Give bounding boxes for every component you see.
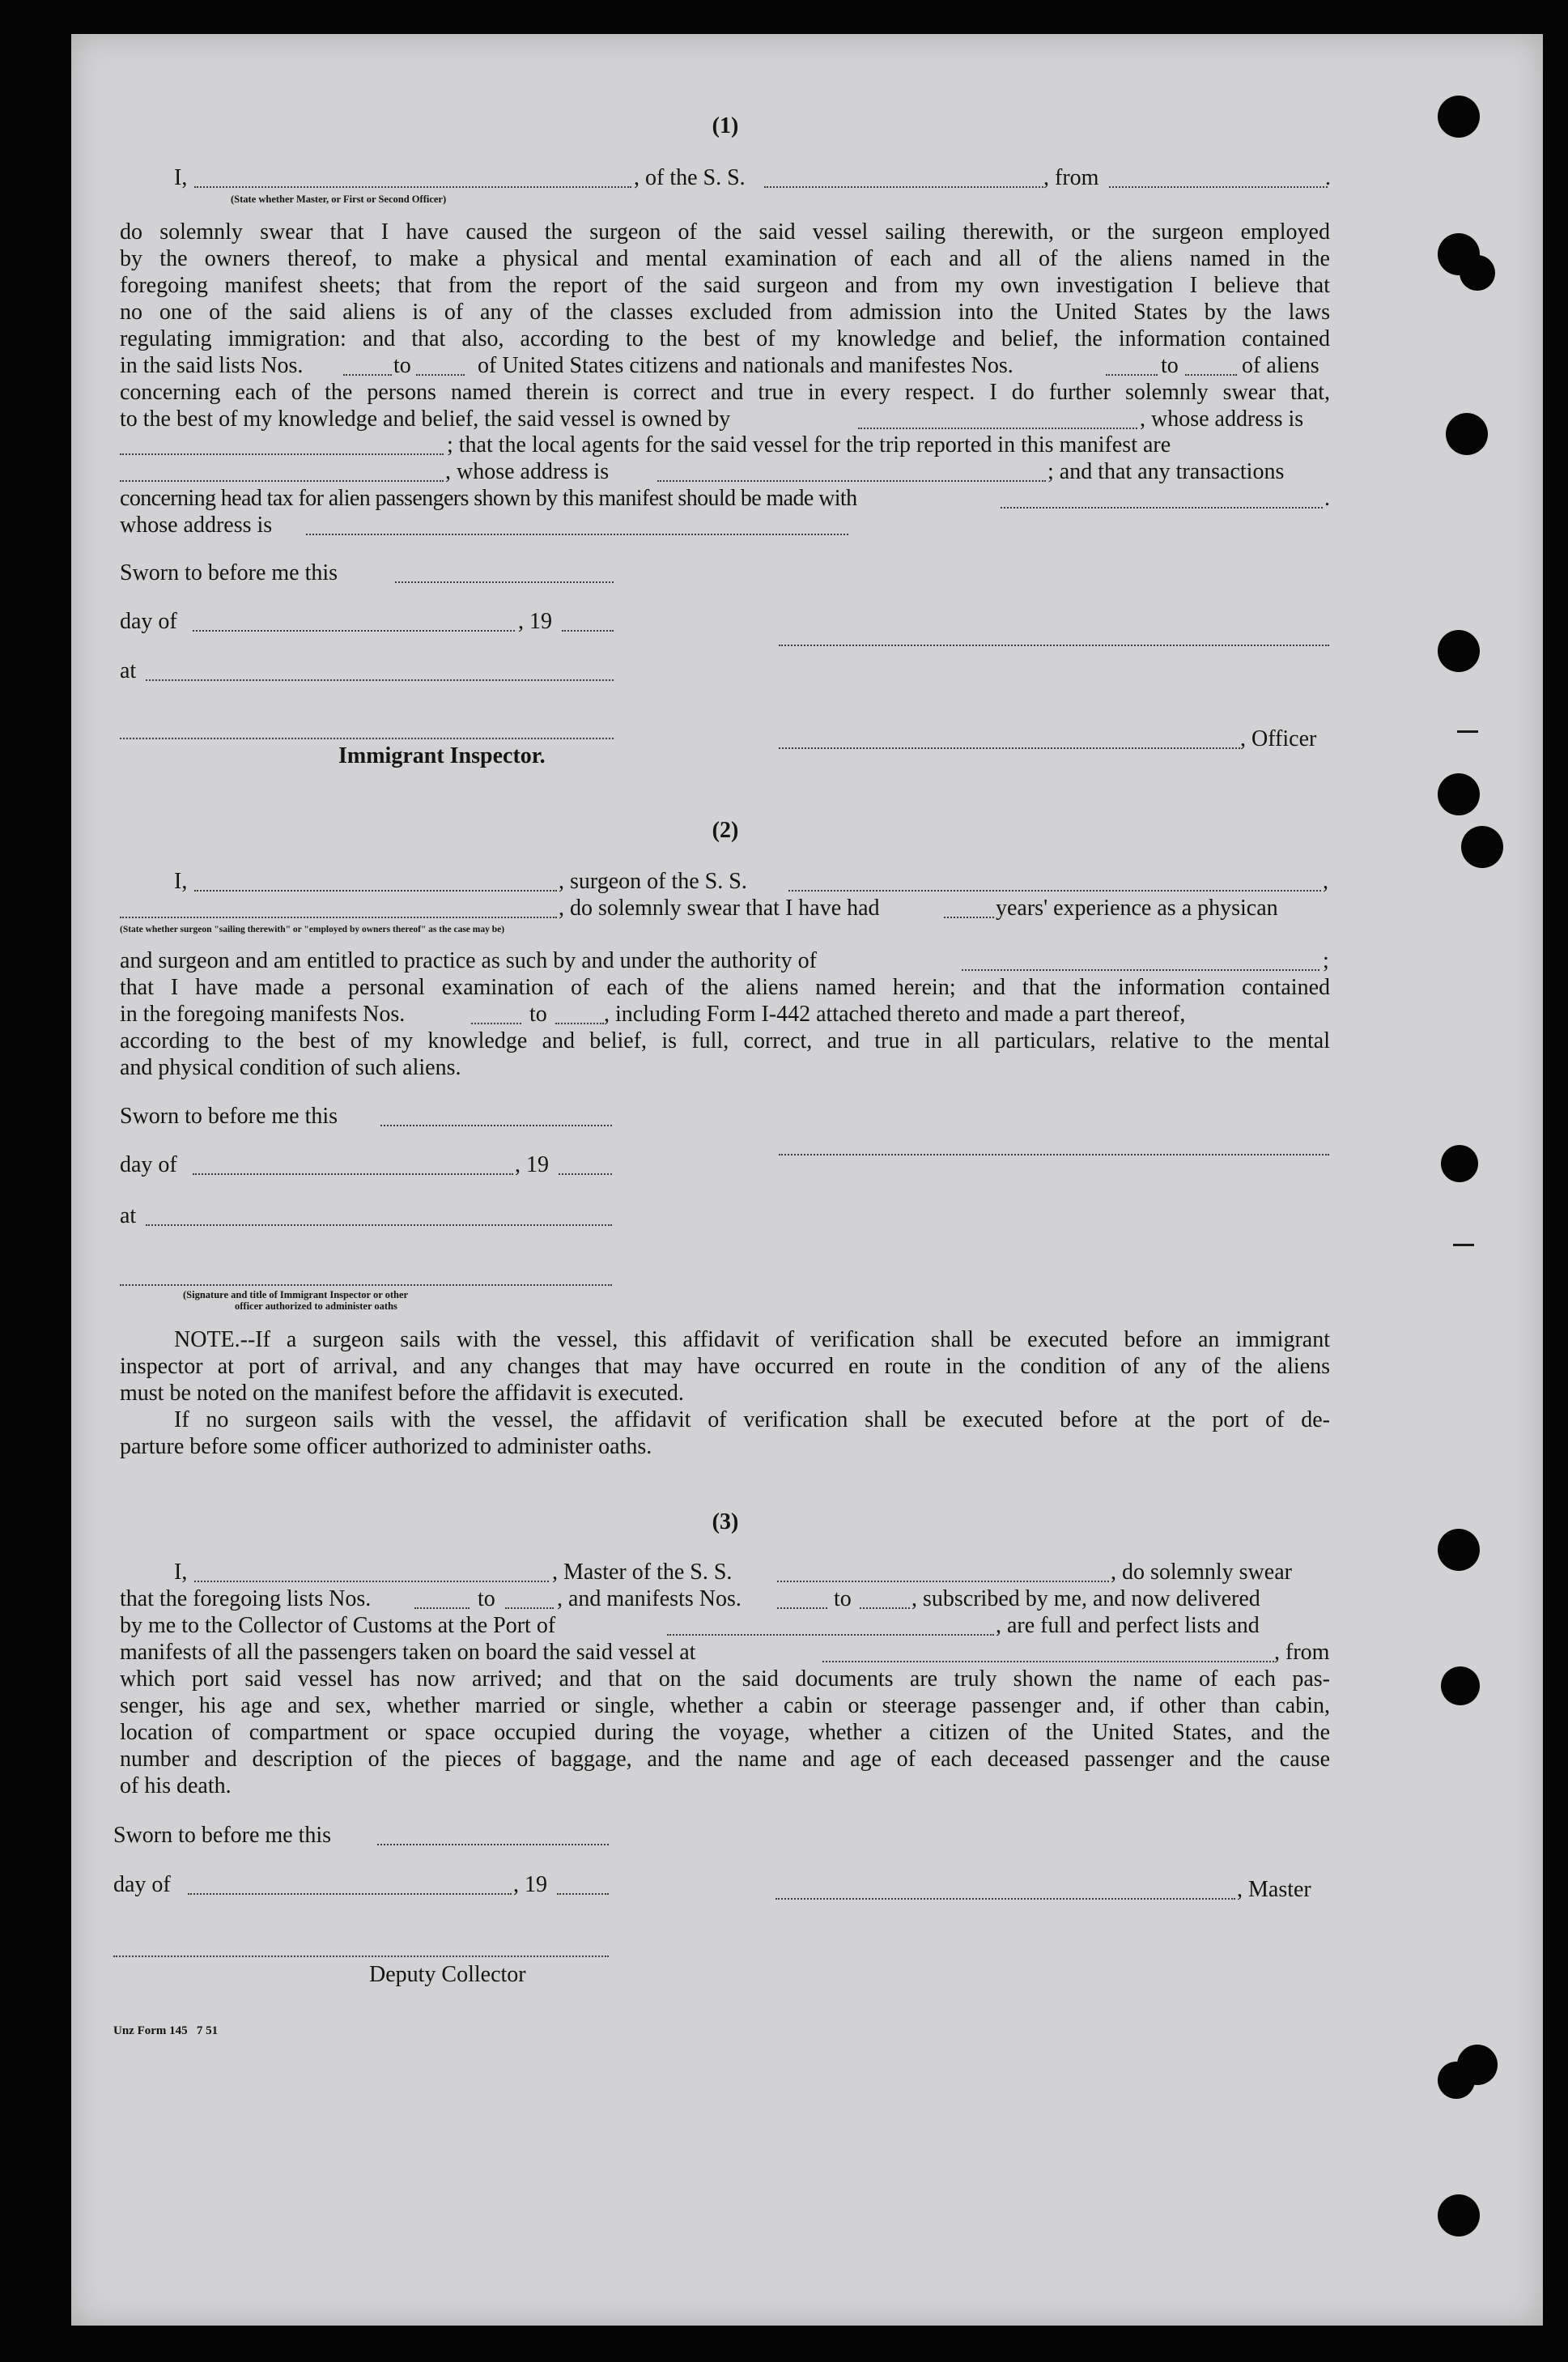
s3-manifest-from-field[interactable] [777, 1607, 827, 1609]
s3-sworn-date-field[interactable] [377, 1844, 609, 1845]
section-number-3: (3) [712, 1509, 739, 1534]
s3-vessel-name-field[interactable] [777, 1581, 1109, 1582]
s1-headtax-label: concerning head tax for alien passengers shown by this manifest should be made with [120, 486, 857, 511]
s2-place-field[interactable] [146, 1224, 612, 1226]
oath-line: which port said vessel has now arrived; and that on the said documents are truly shown the name of each pas- [120, 1666, 1330, 1692]
s1-owned-label: to the best of my knowledge and belief, the said vessel is owned by [120, 406, 731, 432]
note-line: parture before some officer authorized to administer oaths. [120, 1434, 652, 1459]
punch-hole [1461, 826, 1503, 868]
list-from-field[interactable] [343, 374, 392, 376]
s1-of-ss-label: , of the S. S. [634, 165, 746, 190]
s3-full-lists-label: , are full and perfect lists and [996, 1613, 1260, 1638]
s2-manifest-from-field[interactable] [471, 1023, 521, 1024]
oath-line: senger, his age and sex, whether married or single, whether a cabin or steerage passenger and, if other than cabin, [120, 1693, 1330, 1718]
punch-hole [1460, 255, 1495, 291]
oath-line: no one of the said aliens is of any of the classes excluded from admission into the United States by the laws [120, 300, 1330, 325]
s2-vessel-name-field[interactable] [788, 890, 1321, 892]
agent-address-field[interactable] [657, 480, 1046, 482]
s2-sworn-label: Sworn to before me this [120, 1104, 338, 1129]
s2-signature-note-2: officer authorized to administer oaths [235, 1300, 397, 1312]
deputy-collector-signature-line[interactable] [113, 1956, 609, 1957]
oath-line: location of compartment or space occupied during the voyage, whether a citizen of the United States, and the [120, 1720, 1330, 1745]
s2-at-label: at [120, 1203, 137, 1228]
punch-hole [1441, 1145, 1478, 1182]
s1-place-field[interactable] [146, 679, 614, 681]
oath-line: concerning each of the persons named therein is correct and true in every respect. I do further solemnly swear that, [120, 380, 1330, 405]
s1-to-label-2: to [1161, 353, 1179, 378]
punch-hole [1438, 630, 1480, 672]
years-experience-field[interactable] [944, 917, 994, 918]
s3-manifest-to-field[interactable] [860, 1607, 910, 1609]
s1-sworn-label: Sworn to before me this [120, 560, 338, 585]
s1-from-label: , from [1043, 165, 1099, 190]
s2-signature-note-1: (Signature and title of Immigrant Inspector or other [183, 1289, 409, 1300]
margin-mark [1453, 1244, 1474, 1246]
s2-surgeon-of-label: , surgeon of the S. S. [559, 869, 747, 894]
s3-from-label: , from [1274, 1640, 1330, 1665]
vessel-name-field[interactable] [764, 186, 1043, 188]
s3-to-label: to [478, 1586, 495, 1611]
s3-port-label: by me to the Collector of Customs at the Port of [120, 1613, 556, 1638]
s1-sworn-date-field[interactable] [395, 581, 614, 583]
oath-line: of his death. [120, 1773, 232, 1798]
margin-mark [1457, 730, 1478, 733]
oath-line: number and description of the pieces of baggage, and the name and age of each deceased passenger and the cause [120, 1747, 1330, 1772]
oath-line: according to the best of my knowledge and belief, is full, correct, and true in all particulars, relative to the mental [120, 1028, 1330, 1053]
s2-day-of-label: day of [120, 1152, 177, 1177]
surgeon-status-note: (State whether surgeon "sailing therewith" or "employed by owners thereof" as the case may be) [120, 925, 505, 934]
note-line: inspector at port of arrival, and any changes that may have occurred en route in the condition of any of the aliens [120, 1354, 1330, 1379]
s1-officer-signature-line[interactable] [779, 747, 1240, 749]
s2-semicolon: ; [1323, 948, 1329, 973]
headtax-address-field[interactable] [306, 534, 848, 535]
customs-port-field[interactable] [667, 1634, 994, 1636]
oath-line: by the owners thereof, to make a physical and mental examination of each and all of the aliens named in the [120, 246, 1330, 271]
s1-day-of-label: day of [120, 609, 177, 634]
s1-year-field[interactable] [562, 630, 614, 632]
s1-inspector-label: Immigrant Inspector. [338, 743, 546, 768]
s2-comma: , [1323, 869, 1328, 894]
s3-year-label: , 19 [513, 1872, 547, 1897]
punch-hole [1438, 2194, 1480, 2236]
s2-inspector-signature-line[interactable] [120, 1284, 612, 1286]
s1-at-label: at [120, 658, 137, 683]
departure-port-field[interactable] [1109, 186, 1328, 188]
s3-list-from-field[interactable] [414, 1607, 470, 1609]
vessel-owner-field[interactable] [858, 428, 1137, 429]
s1-citizens-label: of United States citizens and nationals and manifestes Nos. [478, 353, 1013, 378]
s3-master-of-label: , Master of the S. S. [552, 1560, 733, 1585]
s1-officer-label: , Officer [1240, 726, 1317, 751]
s2-surgeon-signature-line[interactable] [779, 1154, 1329, 1155]
embarkation-port-field[interactable] [822, 1661, 1274, 1662]
s1-whose-address-label: whose address is [120, 513, 273, 538]
punch-hole [1446, 413, 1488, 455]
s1-transactions-label: ; and that any transactions [1047, 459, 1285, 484]
owner-address-field[interactable] [120, 453, 444, 455]
surgeon-status-field[interactable] [120, 917, 557, 918]
surgeon-name-field[interactable] [194, 890, 557, 892]
officer-rank-note: (State whether Master, or First or Second Officer) [231, 194, 447, 205]
s2-sworn-date-field[interactable] [380, 1125, 612, 1126]
s2-years-label: years' experience as a physican [996, 896, 1278, 921]
headtax-contact-field[interactable] [1001, 507, 1323, 509]
oath-line: regulating immigration: and that also, according to the best of my knowledge and belief, the information contained [120, 326, 1330, 351]
s3-master-label: , Master [1237, 1877, 1311, 1902]
oath-line: and physical condition of such aliens. [120, 1055, 461, 1080]
s3-lists-label: that the foregoing lists Nos. [120, 1586, 372, 1611]
s3-sworn-label: Sworn to before me this [113, 1823, 332, 1848]
list-to-field[interactable] [416, 374, 465, 376]
local-agents-field[interactable] [120, 480, 444, 482]
s3-manifests-label: , and manifests Nos. [557, 1586, 742, 1611]
s1-aliens-label: of aliens [1242, 353, 1319, 378]
s3-deputy-label: Deputy Collector [369, 1962, 526, 1987]
section-number-1: (1) [712, 113, 739, 138]
s1-to-label: to [393, 353, 411, 378]
s1-year-label: , 19 [518, 609, 552, 634]
authority-field[interactable] [962, 969, 1319, 971]
s1-period-2: . [1324, 486, 1330, 511]
s3-swear-label: , do solemnly swear [1111, 1560, 1292, 1585]
s2-year-label: , 19 [515, 1152, 549, 1177]
s2-manifest-to-field[interactable] [555, 1023, 604, 1024]
s3-month-field[interactable] [188, 1893, 512, 1895]
master-signature-line[interactable] [776, 1898, 1235, 1900]
punch-hole [1438, 773, 1480, 815]
s1-inspector-signature-line[interactable] [120, 738, 614, 739]
master-name-field[interactable] [194, 1581, 549, 1582]
form-number: Unz Form 145 7 51 [113, 2024, 219, 2037]
punch-hole [1438, 1529, 1480, 1571]
s2-year-field[interactable] [559, 1173, 612, 1175]
s2-manifests-label: in the foregoing manifests Nos. [120, 1002, 406, 1027]
s3-subscribed-label: , subscribed by me, and now delivered [911, 1586, 1260, 1611]
note-line: If no surgeon sails with the vessel, the affidavit of verification shall be executed before at the port of de- [174, 1407, 1330, 1432]
note-line: must be noted on the manifest before the affidavit is executed. [120, 1381, 684, 1406]
s1-lists-label: in the said lists Nos. [120, 353, 304, 378]
s2-including-label: , including Form I-442 attached thereto and made a part thereof, [604, 1002, 1186, 1027]
s3-to-label-2: to [834, 1586, 852, 1611]
s2-month-field[interactable] [193, 1173, 513, 1175]
s1-owner-address-label: , whose address is [1140, 406, 1304, 432]
manifest-to-field[interactable] [1185, 374, 1237, 376]
s2-authority-label: and surgeon and am entitled to practice as such by and under the authority of [120, 948, 817, 973]
s3-taken-on-label: manifests of all the passengers taken on board the said vessel at [120, 1640, 696, 1665]
oath-line: do solemnly swear that I have caused the surgeon of the said vessel sailing therewith, or the surgeon employed [120, 219, 1330, 245]
s1-i-label: I, [174, 165, 188, 190]
note-line: NOTE.--If a surgeon sails with the vessel, this affidavit of verification shall be executed before an immigrant [174, 1327, 1330, 1352]
oath-line: that I have made a personal examination of each of the aliens named herein; and that the information contained [120, 975, 1330, 1000]
s3-day-of-label: day of [113, 1872, 171, 1897]
s2-to-label: to [529, 1002, 547, 1027]
oath-line: foregoing manifest sheets; that from the report of the said surgeon and from my own investigation I believe that [120, 273, 1330, 298]
s1-officer-signature-line-upper[interactable] [779, 645, 1329, 646]
s3-i-label: I, [174, 1560, 188, 1585]
section-number-2: (2) [712, 818, 739, 843]
s2-solemnly-label: , do solemnly swear that I have had [559, 896, 880, 921]
s1-month-field[interactable] [193, 630, 515, 632]
s3-year-field[interactable] [557, 1893, 609, 1895]
s3-list-to-field[interactable] [505, 1607, 554, 1609]
officer-rank-field[interactable] [194, 186, 631, 188]
punch-hole [1441, 1666, 1480, 1705]
s1-agents-label: ; that the local agents for the said vessel for the trip reported in this manifest are [447, 432, 1171, 458]
s1-period: . [1325, 165, 1331, 190]
s2-i-label: I, [174, 869, 188, 894]
s1-agent-address-label: , whose address is [445, 459, 610, 484]
manifest-from-field[interactable] [1106, 374, 1158, 376]
punch-hole [1438, 96, 1480, 138]
punch-hole [1438, 2062, 1475, 2099]
